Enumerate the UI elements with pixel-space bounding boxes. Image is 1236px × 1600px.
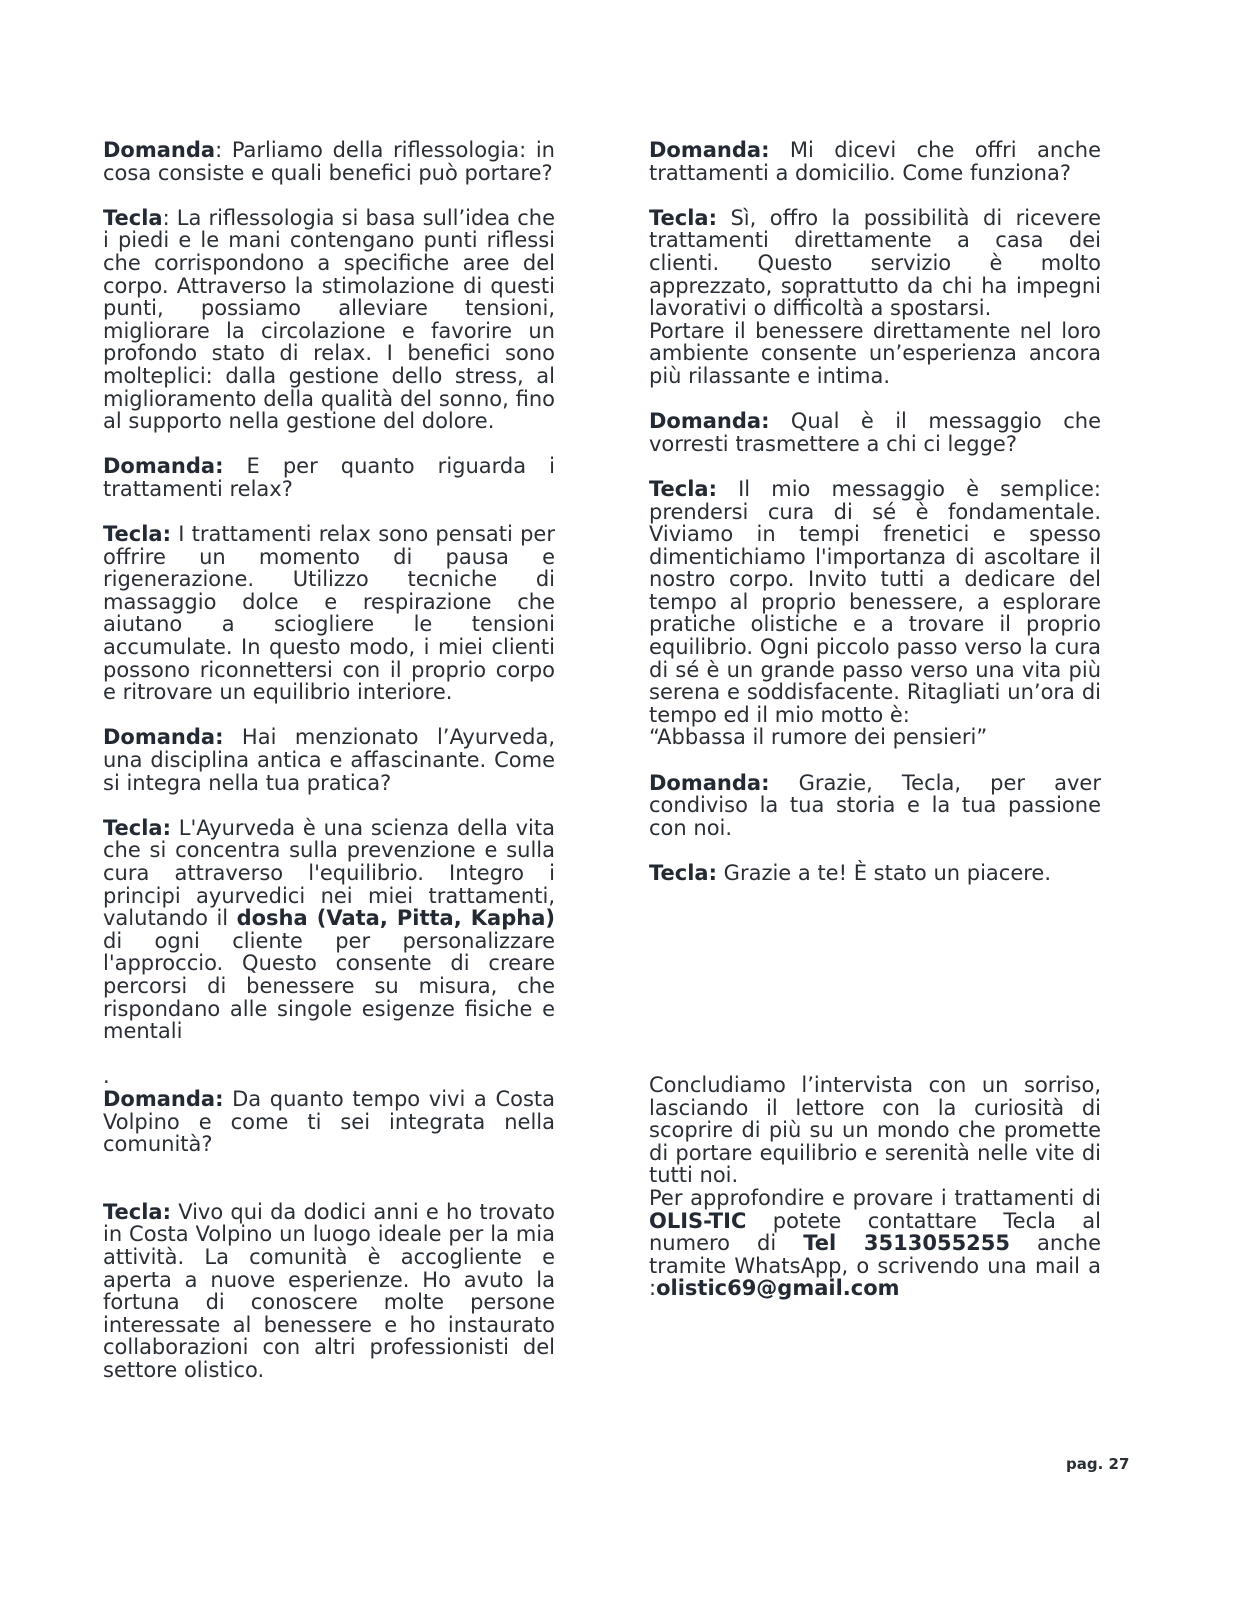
email-address: olistic69@gmail.com [656, 1276, 900, 1301]
brand-name: OLIS-TIC [649, 1208, 747, 1233]
question-relax: Domanda: E per quanto riguarda i trattamenti relax? [103, 454, 555, 501]
question-home-treatments: Domanda: Mi dicevi che offri anche trattamenti a domicilio. Come funziona? [649, 138, 1101, 185]
contact-paragraph: Per approfondire e provare i trattamenti di OLIS-TIC potete contattare Tecla al numero di Tel 3513055255 anche tramite WhatsApp, o scrivendo una mail a :olistic69@gmail.com [649, 1185, 1101, 1301]
right-column [649, 139, 1101, 885]
answer-reflexology: Tecla: La riflessologia si basa sull’idea che i piedi e le mani contengano punti riflessi che corrispondono a specifiche aree del corpo. Attraverso la stimolazione di questi punti, possiamo alleviare tensioni, migliorare la circolazione e favorire un profondo stato di relax. I benefici sono molteplici: dalla gestione dello stress, al miglioramento della qualità del sonno, fino al supporto nella gestione del dolore. [103, 205, 555, 434]
question-costa-volpino: Domanda: Da quanto tempo vivi a Costa Volpino e come ti sei integrata nella comunità? [103, 1086, 555, 1157]
answer-costa-volpino: Tecla: Vivo qui da dodici anni e ho trovato in Costa Volpino un luogo ideale per la mia attività. La comunità è accogliente e aperta a nuove esperienze. Ho avuto la fortuna di conoscere molte persone interessate al benessere e ho instaurato collaborazioni con altri professionisti del settore olistico. [103, 1199, 555, 1382]
question-reflexology: Domanda: Parliamo della riflessologia: in cosa consiste e quali benefici può portare? [103, 138, 555, 185]
stray-dot: . [103, 1064, 110, 1089]
answer-thanks: Tecla: Grazie a te! È stato un piacere. [649, 861, 1052, 885]
page-number: pag. 27 [1066, 1455, 1130, 1473]
closing-paragraph: Concludiamo l’intervista con un sorriso, lasciando il lettore con la curiosità di scoprire di più su un mondo che promette di portare equilibrio e serenità nelle vite di tutti noi. [649, 1073, 1101, 1188]
left-column [103, 139, 555, 1381]
answer-ayurveda: Tecla: L'Ayurveda è una scienza della vita che si concentra sulla prevenzione e sulla cura attraverso l'equilibrio. Integro i principi ayurvedici nei miei trattamenti, valutando il dosha (Vata, Pitta, Kapha) di ogni cliente per personalizzare l'approccio. Questo consente di creare percorsi di benessere su misura, che rispondano alle singole esigenze fisiche e mentali [103, 815, 555, 1044]
motto: “Abbassa il rumore dei pensieri” [649, 725, 988, 750]
answer-message: Tecla: Il mio messaggio è semplice: prendersi cura di sé è fondamentale. Viviamo in tempi frenetici e spesso dimentichiamo l'importanza di ascoltare il nostro corpo. Invito tutti a dedicare del tempo al proprio benessere, a esplorare pratiche olistiche e a trovare il proprio equilibrio. Ogni piccolo passo verso la cura di sé è un grande passo verso una vita più serena e soddisfacente. Ritagliati un’ora di tempo ed il mio motto è: [649, 476, 1101, 727]
question-message: Domanda: Qual è il messaggio che vorresti trasmettere a chi ci legge? [649, 409, 1101, 456]
question-ayurveda: Domanda: Hai menzionato l’Ayurveda, una disciplina antica e affascinante. Come si integra nella tua pratica? [103, 725, 555, 795]
answer-home-treatments: Tecla: Sì, offro la possibilità di ricevere trattamenti direttamente a casa dei clienti. Questo servizio è molto apprezzato, soprattutto da chi ha impegni lavorativi o difficoltà a spostarsi. [649, 205, 1101, 321]
answer-relax: Tecla: I trattamenti relax sono pensati per offrire un momento di pausa e rigenerazione. Utilizzo tecniche di massaggio dolce e respirazione che aiutano a sciogliere le tensioni accumulate. In questo modo, i miei clienti possono riconnettersi con il proprio corpo e ritrovare un equilibrio interiore. [103, 522, 555, 705]
answer-home-treatments-cont: Portare il benessere direttamente nel loro ambiente consente un’esperienza ancora più rilassante e intima. [649, 318, 1101, 388]
phone-number: Tel 3513055255 [803, 1231, 1011, 1256]
closing-block [649, 1074, 1101, 1300]
question-thanks: Domanda: Grazie, Tecla, per aver condiviso la tua storia e la tua passione con noi. [649, 770, 1101, 840]
